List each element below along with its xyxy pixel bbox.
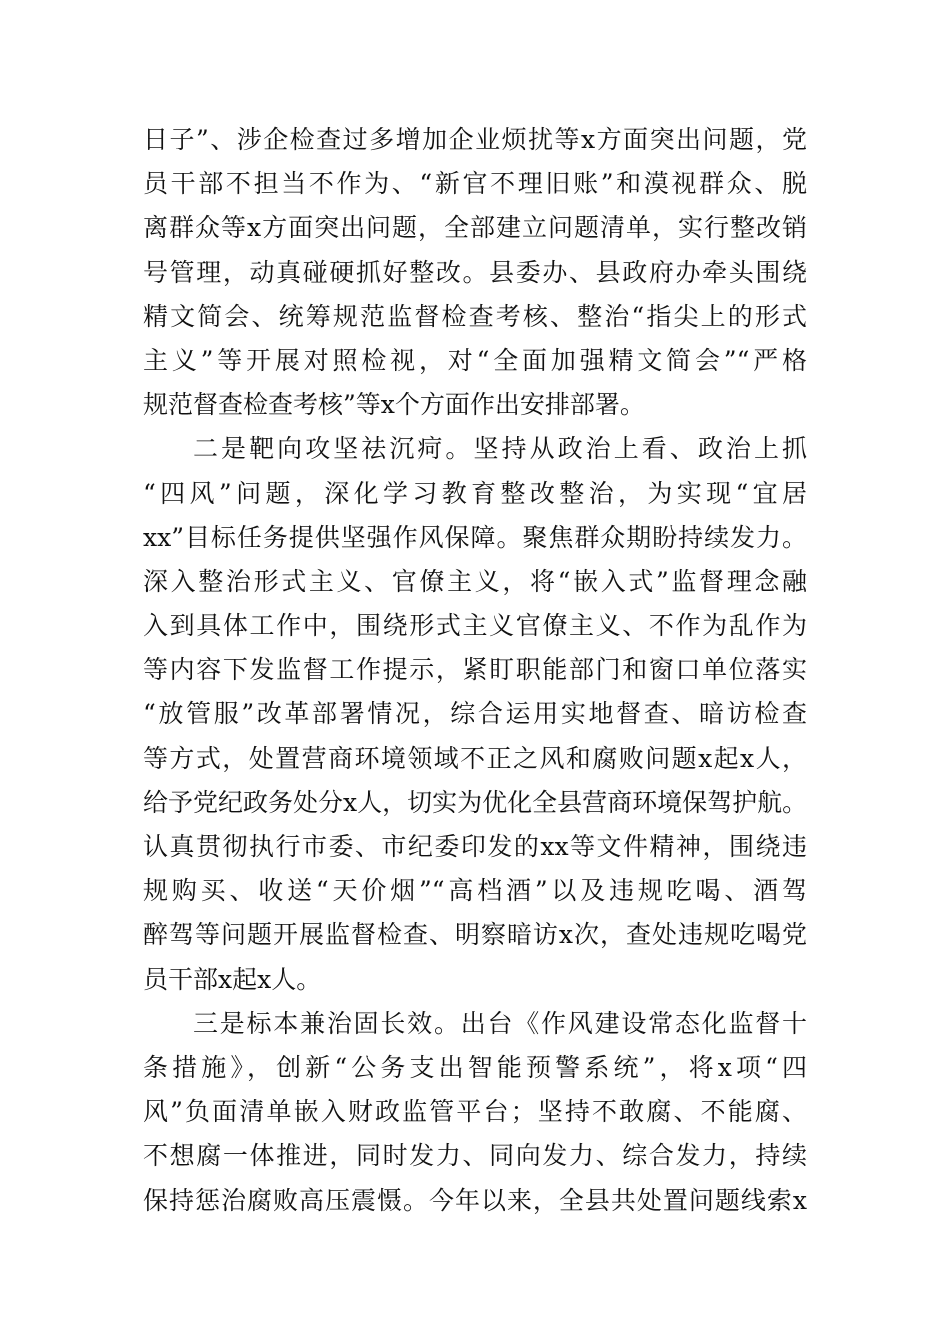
text-line: 员干部x起x人。 (143, 964, 322, 994)
text-line: 条措施》，创新“公务支出智能预警系统”，将x项“四 (143, 1052, 807, 1082)
text-line: “四风”问题，深化学习教育整改整治，为实现“宜居 (143, 478, 807, 508)
text-line: 给予党纪政务处分x人，切实为优化全县营商环境保驾护航。 (143, 787, 808, 817)
paragraph-2 (143, 427, 807, 1001)
text-line: 不想腐一体推进，同时发力、同向发力、综合发力，持续 (143, 1141, 807, 1171)
paragraph-3 (143, 1002, 807, 1223)
text-line: “放管服”改革部署情况，综合运用实地督查、暗访检查 (143, 699, 807, 729)
text-line: 等内容下发监督工作提示，紧盯职能部门和窗口单位落实 (143, 655, 807, 685)
text-line: xx”目标任务提供坚强作风保障。聚焦群众期盼持续发力。 (143, 522, 807, 552)
document-body (143, 118, 807, 1223)
text-line: 认真贯彻执行市委、市纪委印发的xx等文件精神，围绕违 (143, 832, 807, 861)
text-line: 离群众等x方面突出问题，全部建立问题清单，实行整改销 (143, 213, 807, 243)
text-line: 入到具体工作中，围绕形式主义官僚主义、不作为乱作为 (143, 611, 807, 641)
text-line: 规购买、收送“天价烟”“高档酒”以及违规吃喝、酒驾 (143, 876, 807, 906)
text-line: 主义”等开展对照检视，对“全面加强精文简会”“严格 (143, 345, 807, 375)
text-line: 二是靶向攻坚祛沉疴。坚持从政治上看、政治上抓 (193, 434, 807, 464)
text-line: 员干部不担当不作为、“新官不理旧账”和漠视群众、脱 (143, 169, 807, 199)
text-line: 风”负面清单嵌入财政监管平台；坚持不敢腐、不能腐、 (143, 1097, 807, 1127)
text-line: 日子”、涉企检查过多增加企业烦扰等x方面突出问题，党 (143, 125, 807, 154)
text-line: 号管理，动真碰硬抓好整改。县委办、县政府办牵头围绕 (143, 257, 807, 287)
text-line: 保持惩治腐败高压震慑。今年以来，全县共处置问题线索x (143, 1185, 807, 1215)
text-line: 规范督查检查考核”等x个方面作出安排部署。 (143, 390, 645, 420)
paragraph-1 (143, 118, 807, 427)
text-line: 等方式，处置营商环境领域不正之风和腐败问题x起x人， (143, 743, 807, 773)
text-line: 醉驾等问题开展监督检查、明察暗访x次，查处违规吃喝党 (143, 920, 807, 950)
text-line: 深入整治形式主义、官僚主义，将“嵌入式”监督理念融 (143, 566, 807, 596)
text-line: 三是标本兼治固长效。出台《作风建设常态化监督十 (193, 1008, 807, 1038)
text-line: 精文简会、统筹规范监督检查考核、整治“指尖上的形式 (143, 301, 807, 331)
